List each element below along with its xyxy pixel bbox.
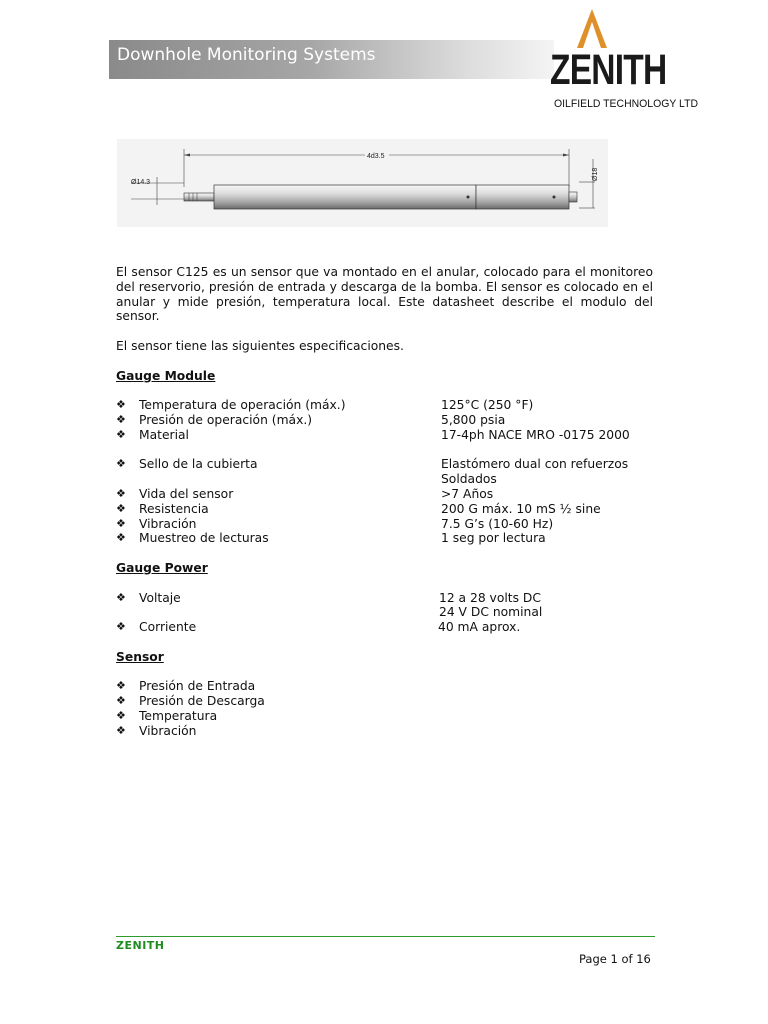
diamond-bullet-icon: ❖ (116, 679, 126, 693)
list-item-label: Presión de Descarga (139, 694, 265, 709)
spec-label: Temperatura de operación (máx.) (139, 398, 346, 413)
logo-subtitle: OILFIELD TECHNOLOGY LTD (554, 98, 699, 110)
diamond-bullet-icon: ❖ (116, 694, 126, 708)
length-dimension-label: 4d3.5 (367, 153, 385, 160)
list-item (116, 398, 653, 413)
company-logo (548, 8, 698, 118)
spec-value: 12 a 28 volts DC (439, 590, 541, 605)
list-item (116, 694, 653, 709)
small-diameter-label: Ø14.3 (131, 179, 151, 186)
diamond-bullet-icon: ❖ (116, 708, 126, 722)
spec-label: Sello de la cubierta (139, 457, 258, 472)
diamond-bullet-icon: ❖ (116, 516, 126, 530)
list-item (116, 709, 653, 724)
spec-label: Presión de operación (máx.) (139, 412, 313, 427)
diamond-bullet-icon: ❖ (116, 501, 126, 515)
spec-value: Elastómero dual con refuerzos (441, 457, 629, 472)
diamond-bullet-icon: ❖ (116, 620, 126, 634)
header-bar (109, 40, 554, 79)
diamond-bullet-icon: ❖ (116, 457, 126, 471)
section-title-gauge-module: Gauge Module (116, 368, 216, 383)
spec-label: Vida del sensor (139, 486, 234, 501)
footer-brand: ZENITH (116, 939, 165, 952)
section-title-sensor: Sensor (116, 649, 164, 664)
diamond-bullet-icon: ❖ (116, 427, 126, 441)
list-item (116, 679, 653, 694)
spec-value-continuation: 24 V DC nominal (439, 605, 543, 620)
list-item (116, 517, 653, 532)
intro-paragraph: El sensor C125 es un sensor que va montado en el anular, colocado para el monitoreo del reservorio, presión de entrada y descarga de la bomba. El sensor es colocado en el anular y mide presión, temperatura local. Este datasheet describe el modulo del sensor. (116, 265, 653, 324)
diamond-bullet-icon: ❖ (116, 486, 126, 500)
document-body (116, 265, 653, 739)
diamond-bullet-icon: ❖ (116, 723, 126, 737)
spec-label: Voltaje (139, 590, 181, 605)
list-item-label: Presión de Entrada (139, 679, 256, 694)
list-item-label: Temperatura (139, 708, 218, 723)
list-item (116, 487, 653, 502)
list-item (116, 413, 653, 428)
intro-specs-sentence: El sensor tiene las siguientes especificaciones. (116, 338, 404, 353)
spec-label: Material (139, 427, 189, 442)
document-title: Downhole Monitoring Systems (117, 45, 376, 65)
spec-label: Resistencia (139, 501, 209, 516)
spec-value: 1 seg por lectura (441, 531, 546, 546)
spec-label: Muestreo de lecturas (139, 531, 269, 546)
list-item (116, 724, 653, 739)
footer-divider (116, 936, 655, 937)
spec-value: 7.5 G’s (10-60 Hz) (441, 516, 554, 531)
list-item (116, 457, 653, 472)
diameter-label: Ø18 (592, 167, 599, 181)
section-title-gauge-power: Gauge Power (116, 560, 208, 575)
spec-label: Corriente (139, 620, 197, 635)
list-item-label: Vibración (139, 723, 197, 738)
list-item (116, 428, 653, 443)
page-number: Page 1 of 16 (579, 952, 651, 966)
sensor-list (116, 679, 653, 738)
list-item (116, 620, 653, 635)
spec-value: 5,800 psia (441, 412, 506, 427)
diamond-bullet-icon: ❖ (116, 412, 126, 426)
spec-value: 17-4ph NACE MRO -0175 2000 (441, 427, 630, 442)
list-item (116, 531, 653, 546)
spec-value: 125°C (250 °F) (441, 398, 534, 413)
gauge-power-list (116, 591, 653, 635)
spec-value-continuation: Soldados (441, 472, 497, 487)
list-item-continuation (116, 472, 653, 487)
list-item (116, 591, 653, 606)
flame-logo-icon (570, 8, 614, 50)
diamond-bullet-icon: ❖ (116, 590, 126, 604)
spec-value: 200 G máx. 10 mS ½ sine (441, 501, 601, 516)
diamond-bullet-icon: ❖ (116, 531, 126, 545)
list-item-continuation (116, 605, 653, 620)
gauge-module-list (116, 398, 653, 546)
spec-value: 40 mA aprox. (438, 620, 521, 635)
diamond-bullet-icon: ❖ (116, 398, 126, 412)
list-item (116, 502, 653, 517)
spec-label: Vibración (139, 516, 197, 531)
logo-wordmark: ZENITH (550, 46, 667, 94)
sensor-drawing (117, 139, 608, 227)
spec-value: >7 Años (441, 486, 494, 501)
